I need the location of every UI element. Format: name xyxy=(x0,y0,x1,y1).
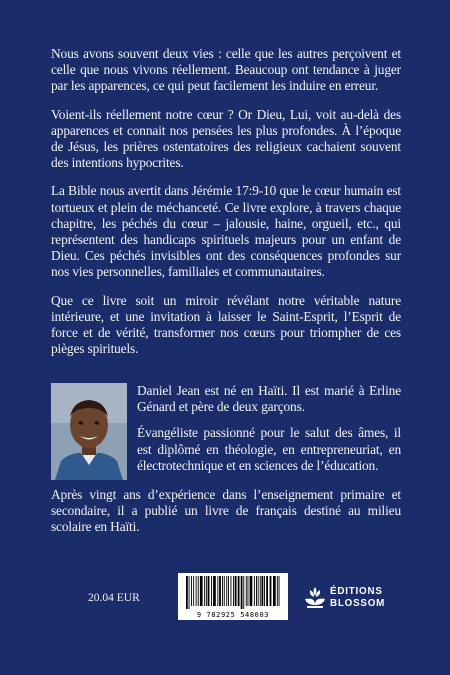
blurb-paragraph-2: Voient-ils réellement notre cœur ? Or Dieu, Lui, voit au-delà des apparences et connait nos pensées les plus profondes. À l’époque de Jésus, les prières ostentatoires des religieux cachaient souvent des intentions hypocrites. xyxy=(51,106,401,171)
barcode-bar xyxy=(258,576,259,606)
isbn-barcode xyxy=(178,573,288,620)
blurb xyxy=(51,46,401,369)
barcode-bar xyxy=(256,576,257,606)
price-label: 20.04 EUR xyxy=(88,592,140,604)
barcode-bar xyxy=(238,576,240,606)
barcode-bar xyxy=(228,576,229,606)
barcode-bar xyxy=(196,576,197,606)
barcode-bar xyxy=(241,576,243,609)
publisher-name-line1: ÉDITIONS xyxy=(330,586,383,597)
barcode-bar xyxy=(206,576,207,606)
barcode-bar xyxy=(243,576,244,609)
author-bio-paragraph-2: Évangéliste passionné pour le salut des âmes, il est diplômé en théologie, en entrepreneuriat, en électrotechnique et en sciences de l’éducation. xyxy=(137,425,401,473)
author-bio-bottom xyxy=(51,487,401,548)
barcode-bar xyxy=(260,576,261,606)
barcode-bar xyxy=(273,576,276,606)
barcode-bar xyxy=(217,576,218,606)
barcode-bar xyxy=(204,576,205,606)
barcode-bar xyxy=(250,576,253,606)
barcode-bar xyxy=(279,576,280,606)
barcode-bar xyxy=(231,576,232,606)
blossom-flower-icon xyxy=(303,585,327,611)
isbn-digits: 9 782925 548003 xyxy=(196,611,270,619)
barcode-bar xyxy=(186,576,188,609)
barcode-bar xyxy=(270,576,272,606)
barcode-bar xyxy=(189,576,190,609)
blurb-paragraph-4: Que ce livre soit un miroir révélant notre véritable nature intérieure, et une invitation à laisser le Saint-Esprit, l’Esprit de force et de vérité, transformer nos cœurs pour triompher de ces pièges spirituels. xyxy=(51,292,401,357)
barcode-bar xyxy=(222,576,223,606)
barcode-bar xyxy=(262,576,264,606)
barcode-bar xyxy=(224,576,225,606)
barcode-bar xyxy=(264,576,265,606)
barcode-bar xyxy=(233,576,234,606)
barcode-bar xyxy=(277,576,278,606)
barcode-bar xyxy=(193,576,194,606)
blurb-paragraph-1: Nous avons souvent deux vies : celle que les autres perçoivent et celle que nous vivons réellement. Beaucoup ont tendance à juger par les apparences, ce qui peut facilement les induire en erreur. xyxy=(51,46,401,94)
author-bio-paragraph-1: Daniel Jean est né en Haïti. Il est marié à Erline Génard et père de deux garçons. xyxy=(137,383,401,415)
barcode-bar xyxy=(266,576,268,606)
barcode-bar xyxy=(235,576,237,606)
barcode-bar xyxy=(254,576,255,606)
blurb-paragraph-3: La Bible nous avertit dans Jérémie 17:9-10 que le cœur humain est tortueux et plein de méchanceté. Ce livre explore, à travers chaque chapitre, les péchés du cœur – jalousie, haine, orgueil, etc., qui représentent des handicaps spirituels majeurs pour un enfant de Dieu. Ces péchés invisibles ont des conséquences profondes sur nos vies personnelles, familiales et communautaires. xyxy=(51,183,401,280)
publisher-name xyxy=(330,586,385,609)
barcode-bar xyxy=(226,576,227,606)
author-photo xyxy=(51,383,127,480)
barcode-bar xyxy=(198,576,199,606)
barcode-bar xyxy=(211,576,212,606)
barcode-bar xyxy=(208,576,210,606)
barcode-bar xyxy=(200,576,203,606)
publisher-name-line2: BLOSSOM xyxy=(330,597,386,609)
barcode-bar xyxy=(246,576,247,606)
author-bio-side xyxy=(137,383,401,484)
barcode-bar xyxy=(219,576,221,606)
barcode-bar xyxy=(213,576,216,606)
author-bio-paragraph-3: Après vingt ans d’expérience dans l’enseignement primaire et secondaire, il a publié un livre de français destiné au milieu scolaire en Haïti. xyxy=(51,487,401,535)
barcode-bar xyxy=(191,576,192,606)
publisher-logo xyxy=(303,582,403,614)
barcode-bar xyxy=(248,576,249,606)
barcode-bars xyxy=(178,573,288,611)
